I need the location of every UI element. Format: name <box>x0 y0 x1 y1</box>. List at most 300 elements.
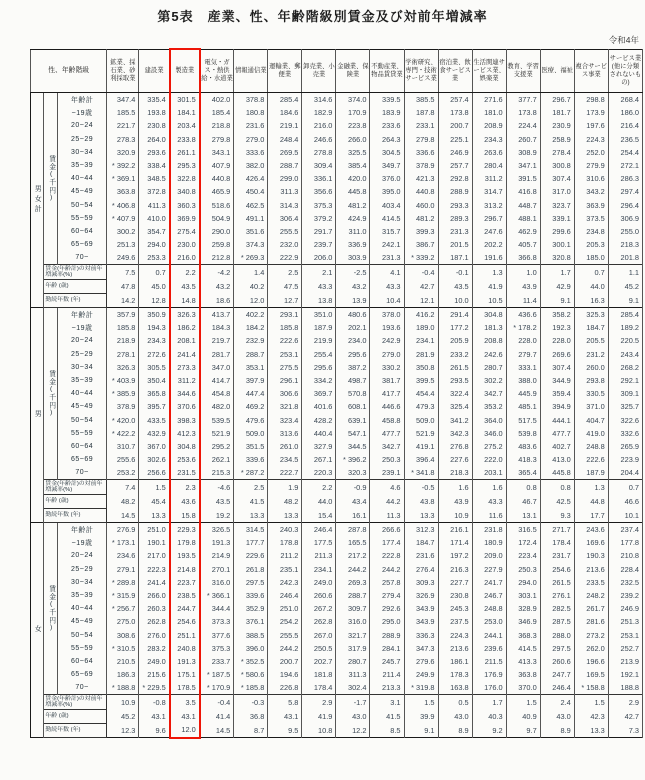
cell: 1.6 <box>438 480 472 494</box>
cell: 291.7 <box>302 225 336 238</box>
cell: 7.3 <box>608 723 642 737</box>
cell: 407.9 <box>200 159 234 172</box>
cell: 477.7 <box>540 427 574 440</box>
cell: 239.6 <box>472 642 506 655</box>
cell: 420.0 <box>336 172 370 185</box>
cell: 44.0 <box>302 494 336 508</box>
cell: 314.3 <box>268 199 302 212</box>
cell: 231.7 <box>540 549 574 562</box>
cell: 184.7 <box>574 321 608 334</box>
age-label: 65~69 <box>57 238 107 251</box>
cell: 311.2 <box>472 172 506 185</box>
cell: 261.5 <box>438 361 472 374</box>
cell: 275.5 <box>268 361 302 374</box>
cell: 250.5 <box>302 642 336 655</box>
cell: 43.2 <box>200 279 234 293</box>
cell: 275.4 <box>170 225 200 238</box>
age-label: 70~ <box>57 466 107 480</box>
cell: 276.0 <box>139 629 170 642</box>
cell: 9.2 <box>472 723 506 737</box>
cell: 254.2 <box>268 615 302 628</box>
cell: 165.5 <box>336 536 370 549</box>
cell: 214.8 <box>170 563 200 576</box>
cell: 312.3 <box>404 523 438 537</box>
cell: 276.8 <box>438 440 472 453</box>
page-title: 第5表 産業、性、年齢階級別賃金及び対前年増減率 <box>157 9 488 24</box>
cell: 314.6 <box>302 93 336 107</box>
cell: 336.3 <box>404 629 438 642</box>
cell: 539.5 <box>200 414 234 427</box>
cell: 221.7 <box>107 119 139 132</box>
cell: 178.3 <box>438 668 472 681</box>
cell: 419.0 <box>574 427 608 440</box>
industry-header: 生活関連サービス業、娯楽業 <box>472 49 506 93</box>
cell: 1.7 <box>540 265 574 279</box>
age-label: 年齢計 <box>57 523 107 537</box>
summary-label: 賃金(年齢計)の対前年増減率(%) <box>44 695 107 709</box>
summary-label: 年齢 (歳) <box>44 709 107 723</box>
cell: 280.7 <box>472 361 506 374</box>
cell: 231.6 <box>404 549 438 562</box>
cell: 249.9 <box>404 668 438 681</box>
cell: 261.0 <box>268 440 302 453</box>
cell: -0.3 <box>234 695 268 709</box>
cell: 285.4 <box>268 93 302 107</box>
cell: 43.9 <box>506 279 540 293</box>
cell: 247.7 <box>540 668 574 681</box>
cell: 320.9 <box>107 146 139 159</box>
cell: 194.3 <box>139 321 170 334</box>
cell: * 366.1 <box>200 589 234 602</box>
cell: 4.6 <box>370 480 404 494</box>
cell: -0.4 <box>200 695 234 709</box>
cell: 246.9 <box>608 602 642 615</box>
cell: 305.5 <box>139 361 170 374</box>
cell: 234.1 <box>302 563 336 576</box>
cell: 210.8 <box>608 549 642 562</box>
cell: 350.4 <box>139 374 170 387</box>
cell: 177.4 <box>370 536 404 549</box>
cell: 170.9 <box>336 106 370 119</box>
cell: 313.6 <box>268 427 302 440</box>
cell: 287.5 <box>540 615 574 628</box>
cell: 303.1 <box>506 589 540 602</box>
cell: 250.3 <box>370 453 404 466</box>
cell: 288.9 <box>438 185 472 198</box>
cell: 240.3 <box>268 523 302 537</box>
cell: 2.5 <box>234 480 268 494</box>
cell: 46.6 <box>608 494 642 508</box>
age-label: 50~54 <box>57 414 107 427</box>
cell: 281.6 <box>574 615 608 628</box>
cell: 480.6 <box>336 308 370 322</box>
cell: 214.9 <box>200 549 234 562</box>
cell: 184.6 <box>268 106 302 119</box>
cell: 269.6 <box>540 348 574 361</box>
cell: 286.3 <box>608 172 642 185</box>
cell: 378.9 <box>404 159 438 172</box>
cell: 272.6 <box>139 348 170 361</box>
cell: 222.6 <box>268 334 302 347</box>
cell: 293.1 <box>268 308 302 322</box>
wage-unit-label: 賃金(千円) <box>44 93 57 265</box>
cell: 241.7 <box>472 576 506 589</box>
cell: 378.9 <box>107 400 139 413</box>
cell: 349.7 <box>370 159 404 172</box>
cell: 169.6 <box>574 536 608 549</box>
cell: 215.3 <box>200 466 234 480</box>
cell: 428.2 <box>302 414 336 427</box>
cell: 14.5 <box>107 508 139 522</box>
cell: * 392.2 <box>107 159 139 172</box>
cell: 46.7 <box>506 494 540 508</box>
cell: 13.3 <box>404 508 438 522</box>
cell: 40.3 <box>472 709 506 723</box>
cell: 279.0 <box>234 133 268 146</box>
cell: 276.1 <box>540 589 574 602</box>
cell: 196.6 <box>574 655 608 668</box>
cell: 185.8 <box>107 321 139 334</box>
cell: 256.6 <box>139 466 170 480</box>
cell: 269.5 <box>268 146 302 159</box>
cell: 268.4 <box>608 93 642 107</box>
age-label: 55~59 <box>57 642 107 655</box>
cell: 42.9 <box>540 279 574 293</box>
cell: 469.2 <box>234 400 268 413</box>
age-label: 70~ <box>57 251 107 265</box>
cell: 385.4 <box>336 159 370 172</box>
cell: 177.8 <box>608 536 642 549</box>
cell: 1.4 <box>234 265 268 279</box>
cell: 3.5 <box>170 695 200 709</box>
cell: 220.3 <box>302 466 336 480</box>
cell: 242.1 <box>370 238 404 251</box>
cell: * 310.5 <box>107 642 139 655</box>
cell: 360.3 <box>170 199 200 212</box>
cell: 208.1 <box>170 334 200 347</box>
cell: 306.4 <box>268 212 302 225</box>
cell: 1.9 <box>268 480 302 494</box>
cell: 316.5 <box>506 523 540 537</box>
cell: 246.9 <box>438 146 472 159</box>
cell: 272.1 <box>608 159 642 172</box>
cell: 509.0 <box>234 427 268 440</box>
cell: 241.4 <box>139 576 170 589</box>
cell: 234.1 <box>404 334 438 347</box>
cell: 280.7 <box>336 655 370 668</box>
cell: 454.4 <box>404 387 438 400</box>
cell: 211.2 <box>268 549 302 562</box>
cell: 347.4 <box>107 93 139 107</box>
age-label: 50~54 <box>57 199 107 212</box>
cell: 184.1 <box>170 106 200 119</box>
cell: 314.5 <box>234 523 268 537</box>
cell: 255.4 <box>302 348 336 361</box>
cell: 297.5 <box>540 642 574 655</box>
cell: 295.0 <box>370 615 404 628</box>
cell: 252.0 <box>574 146 608 159</box>
cell: 297.5 <box>234 576 268 589</box>
cell: 462.5 <box>234 199 268 212</box>
cell: 352.9 <box>234 602 268 615</box>
cell: 197.6 <box>574 119 608 132</box>
cell: 255.6 <box>107 453 139 466</box>
cell: 39.9 <box>404 709 438 723</box>
cell: 447.4 <box>234 387 268 400</box>
cell: 249.6 <box>107 251 139 265</box>
cell: 14.8 <box>170 293 200 307</box>
cell: 344.6 <box>170 387 200 400</box>
cell: 376.0 <box>370 172 404 185</box>
cell: 178.4 <box>540 536 574 549</box>
cell: 190.1 <box>139 536 170 549</box>
cell: 7.5 <box>107 265 139 279</box>
cell: 253.1 <box>608 629 642 642</box>
cell: 41.5 <box>234 494 268 508</box>
age-label: 65~69 <box>57 668 107 681</box>
cell: 248.8 <box>574 440 608 453</box>
cell: 224.4 <box>506 119 540 132</box>
cell: 279.9 <box>574 159 608 172</box>
cell: 188.8 <box>608 681 642 695</box>
cell: 213.3 <box>370 681 404 695</box>
industry-header: 建設業 <box>139 49 170 93</box>
cell: 363.8 <box>506 668 540 681</box>
summary-label: 勤続年数 (年) <box>44 508 107 522</box>
cell: 9.1 <box>608 293 642 307</box>
cell: 482.0 <box>200 400 234 413</box>
cell: 222.8 <box>370 549 404 562</box>
cell: 339.1 <box>540 212 574 225</box>
wage-unit-label: 賃金(千円) <box>44 308 57 480</box>
cell: 187.9 <box>302 321 336 334</box>
cell: 396.0 <box>234 642 268 655</box>
cell: 249.0 <box>139 655 170 668</box>
cell: 402.2 <box>234 308 268 322</box>
cell: 341.2 <box>438 414 472 427</box>
cell: 1.3 <box>472 265 506 279</box>
cell: 43.9 <box>438 494 472 508</box>
cell: 293.3 <box>438 199 472 212</box>
cell: 12.0 <box>234 293 268 307</box>
industry-header: 学術研究、専門・技術サービス業 <box>404 49 438 93</box>
cell: 282.5 <box>540 602 574 615</box>
cell: 208.8 <box>472 334 506 347</box>
cell: 15.8 <box>170 508 200 522</box>
cell: 253.6 <box>170 453 200 466</box>
cell: 0.7 <box>574 265 608 279</box>
cell: 173.8 <box>506 106 540 119</box>
cell: 216.0 <box>302 119 336 132</box>
cell: * 287.2 <box>234 466 268 480</box>
cell: 243.6 <box>574 523 608 537</box>
cell: 402.7 <box>540 440 574 453</box>
cell: 16.3 <box>574 293 608 307</box>
cell: 262.0 <box>574 642 608 655</box>
cell: 521.9 <box>404 427 438 440</box>
cell: 350.8 <box>404 361 438 374</box>
cell: 382.0 <box>234 159 268 172</box>
cell: 177.2 <box>438 321 472 334</box>
cell: 4.1 <box>370 265 404 279</box>
cell: 261.8 <box>234 563 268 576</box>
cell: 11.3 <box>370 508 404 522</box>
cell: 13.9 <box>336 293 370 307</box>
cell: 255.5 <box>268 629 302 642</box>
cell: 311.3 <box>336 668 370 681</box>
cell: 251.3 <box>608 615 642 628</box>
age-label: 25~29 <box>57 348 107 361</box>
cell: 387.2 <box>336 361 370 374</box>
cell: 15.4 <box>302 508 336 522</box>
cell: 376.1 <box>234 615 268 628</box>
cell: 223.9 <box>608 453 642 466</box>
age-label: 40~44 <box>57 172 107 185</box>
cell: 391.5 <box>506 172 540 185</box>
cell: 293.5 <box>438 374 472 387</box>
age-label: 60~64 <box>57 225 107 238</box>
cell: 264.0 <box>139 133 170 146</box>
cell: 308.9 <box>506 146 540 159</box>
cell: 336.6 <box>404 146 438 159</box>
cell: 284.1 <box>370 642 404 655</box>
cell: 321.8 <box>268 400 302 413</box>
cell: 1.5 <box>574 695 608 709</box>
industry-header: 鉱業、採石業、砂利採取業 <box>107 49 139 93</box>
cell: 304.8 <box>170 440 200 453</box>
cell: 314.7 <box>472 185 506 198</box>
cell: 205.3 <box>574 238 608 251</box>
cell: 230.9 <box>540 119 574 132</box>
cell: 2.2 <box>170 265 200 279</box>
cell: * 420.0 <box>107 414 139 427</box>
cell: 43.5 <box>200 494 234 508</box>
cell: 43.4 <box>336 494 370 508</box>
cell: 317.0 <box>540 185 574 198</box>
cell: 217.0 <box>139 549 170 562</box>
cell: 357.9 <box>107 308 139 322</box>
age-label: 年齢計 <box>57 308 107 322</box>
cell: 12.8 <box>139 293 170 307</box>
cell: 12.7 <box>268 293 302 307</box>
cell: 10.9 <box>438 508 472 522</box>
cell: 421.3 <box>404 172 438 185</box>
cell: 279.6 <box>404 655 438 668</box>
cell: 445.8 <box>540 466 574 480</box>
cell: 200.7 <box>438 119 472 132</box>
industry-header: 卸売業、小売業 <box>302 49 336 93</box>
cell: 232.9 <box>234 334 268 347</box>
cell: 245.7 <box>370 655 404 668</box>
cell: 416.2 <box>404 308 438 322</box>
cell: 7.4 <box>107 480 139 494</box>
cell: 205.5 <box>574 334 608 347</box>
cell: 388.5 <box>234 629 268 642</box>
cell: 378.8 <box>234 93 268 107</box>
cell: -0.8 <box>139 695 170 709</box>
cell: 344.9 <box>540 374 574 387</box>
cell: 294.0 <box>139 238 170 251</box>
industry-header: 医療、福祉 <box>540 49 574 93</box>
cell: 201.8 <box>608 251 642 265</box>
cell: 239.1 <box>370 466 404 480</box>
cell: 42.5 <box>540 494 574 508</box>
cell: 234.5 <box>268 453 302 466</box>
cell: 43.3 <box>472 494 506 508</box>
cell: -0.4 <box>404 265 438 279</box>
cell: 518.6 <box>200 199 234 212</box>
cell: 416.8 <box>506 185 540 198</box>
cell: * 170.9 <box>200 681 234 695</box>
cell: 237.5 <box>438 615 472 628</box>
cell: 9.1 <box>404 723 438 737</box>
cell: 504.9 <box>200 212 234 225</box>
cell: 233.7 <box>200 655 234 668</box>
cell: 320.3 <box>336 466 370 480</box>
cell: 43.1 <box>170 709 200 723</box>
cell: 404.7 <box>574 414 608 427</box>
cell: 517.5 <box>506 414 540 427</box>
cell: 342.7 <box>472 387 506 400</box>
cell: 276.9 <box>107 523 139 537</box>
cell: 381.7 <box>370 374 404 387</box>
cell: 296.1 <box>268 374 302 387</box>
cell: 266.6 <box>370 523 404 537</box>
summary-label: 年齢 (歳) <box>44 279 107 293</box>
cell: 10.9 <box>107 695 139 709</box>
cell: 294.0 <box>506 576 540 589</box>
cell: 299.0 <box>268 172 302 185</box>
cell: * 256.7 <box>107 602 139 615</box>
cell: 458.8 <box>370 414 404 427</box>
summary-label: 賃金(年齢計)の対前年増減率(%) <box>44 265 107 279</box>
age-label: 45~49 <box>57 185 107 198</box>
cell: 224.3 <box>574 133 608 146</box>
cell: 213.6 <box>574 563 608 576</box>
cell: 261.7 <box>574 602 608 615</box>
cell: 191.3 <box>200 536 234 549</box>
cell: 344.4 <box>200 602 234 615</box>
cell: 330.5 <box>574 387 608 400</box>
cell: 326.9 <box>404 589 438 602</box>
cell: 268.2 <box>608 361 642 374</box>
cell: 217.2 <box>336 549 370 562</box>
cell: 323.4 <box>268 414 302 427</box>
cell: 309.1 <box>608 387 642 400</box>
cell: 206.0 <box>302 251 336 265</box>
cell: 273.2 <box>574 629 608 642</box>
cell: 261.1 <box>170 146 200 159</box>
cell: 351.5 <box>234 440 268 453</box>
cell: 10.8 <box>302 723 336 737</box>
cell: 315.7 <box>370 225 404 238</box>
cell: 388.0 <box>506 374 540 387</box>
cell: 253.2 <box>107 466 139 480</box>
cell: 43.0 <box>438 709 472 723</box>
age-label: 55~59 <box>57 212 107 225</box>
cell: 325.4 <box>438 400 472 413</box>
cell: 184.2 <box>234 321 268 334</box>
cell: 309.4 <box>302 159 336 172</box>
cell: 258.9 <box>540 133 574 146</box>
cell: 232.5 <box>608 576 642 589</box>
cell: 240.8 <box>170 642 200 655</box>
cell: -2.5 <box>336 265 370 279</box>
cell: 296.4 <box>608 199 642 212</box>
cell: 295.3 <box>170 159 200 172</box>
cell: 2.1 <box>302 265 336 279</box>
industry-header: サービス業(他に分類されないもの) <box>608 49 642 93</box>
